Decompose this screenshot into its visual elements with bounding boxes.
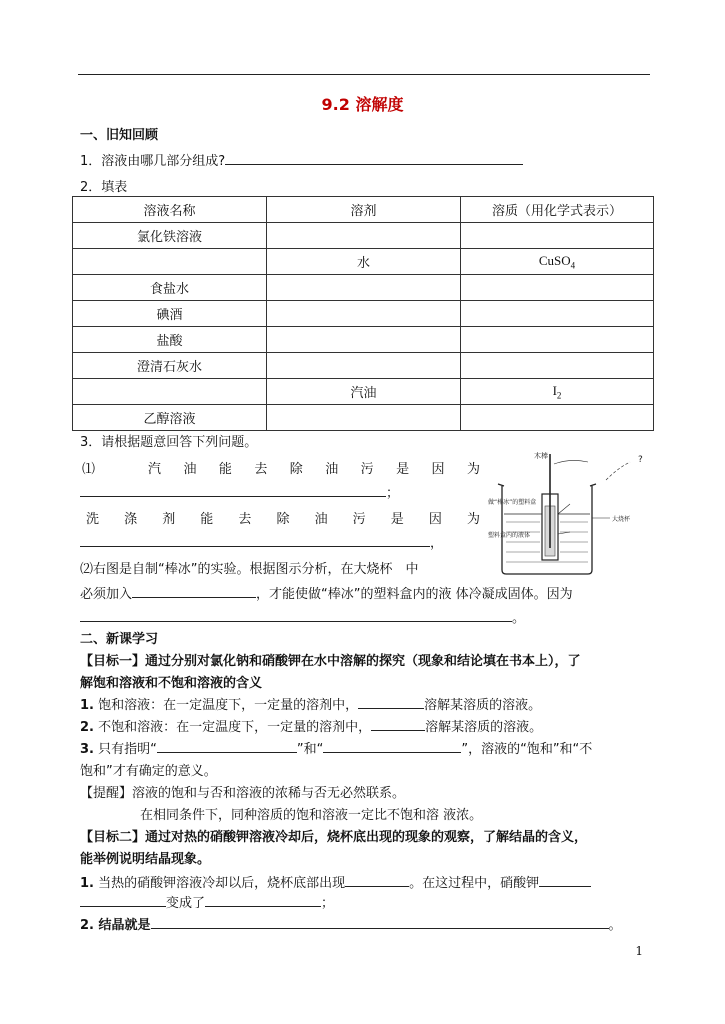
answer-blank[interactable] <box>80 484 386 497</box>
table-cell[interactable] <box>267 301 461 327</box>
condition-line1: 3. 只有指明“ ”和“ ”，溶液的“饱和”和“不 <box>80 742 593 757</box>
table-row <box>73 275 654 301</box>
section-heading-review: 一、旧知回顾 <box>80 128 159 143</box>
table-cell[interactable] <box>267 275 461 301</box>
crystallization-definition: 2. 结晶就是 。 <box>80 918 622 933</box>
header-solute: 溶质（用化学式表示） <box>461 197 654 223</box>
page-number: 1 <box>635 944 643 958</box>
question-3-2: ⑵右图是自制“棒冰”的实验。根据图示分析，在大烧杯 中 <box>80 562 419 577</box>
unsaturated-definition: 2. 不饱和溶液：在一定温度下，一定量的溶剂中， 溶解某溶质的溶液。 <box>80 720 543 735</box>
section-heading-new-lesson: 二、新课学习 <box>80 632 159 647</box>
table-cell: 乙醇溶液 <box>73 405 267 431</box>
answer-blank[interactable] <box>371 718 425 731</box>
tip-line1: 【提醒】溶液的饱和与否和溶液的浓稀与否无必然联系。 <box>80 786 406 801</box>
answer-blank[interactable] <box>80 534 430 547</box>
answer-blank[interactable] <box>323 740 461 753</box>
table-cell: 澄清石灰水 <box>73 353 267 379</box>
answer-blank[interactable] <box>345 874 409 887</box>
table-row <box>73 301 654 327</box>
answer-line-3-1: ； <box>80 482 399 501</box>
question-2: 2．填表 <box>80 180 128 195</box>
formula-cuso4: CuSO$_4$ <box>538 252 576 271</box>
table-cell[interactable] <box>267 223 461 249</box>
label-box-liquid: 塑料盒内的液体 <box>488 532 531 539</box>
question-3-1b-text: 洗 涤 剂 能 去 除 油 污 是 因 为 <box>86 512 480 527</box>
crystallization-q1-line2: 变成了 ； <box>80 892 334 911</box>
header-solvent: 溶剂 <box>267 197 461 223</box>
question-3-2-line2: 必须加入 ，才能使做“棒冰”的塑料盒内的液 体冷凝成固体。因为 <box>80 587 573 602</box>
solution-table <box>72 196 654 431</box>
page-title: 9.2 溶解度 <box>321 95 404 114</box>
goal-2-line2: 能举例说明结晶现象。 <box>80 852 211 867</box>
table-cell[interactable] <box>267 353 461 379</box>
saturated-definition: 1. 饱和溶液：在一定温度下，一定量的溶剂中， 溶解某溶质的溶液。 <box>80 698 542 713</box>
table-header-row <box>73 197 654 223</box>
table-cell: 汽油 <box>267 379 461 405</box>
table-row <box>73 353 654 379</box>
crystallization-q1-line1: 1. 当热的硝酸钾溶液冷却以后，烧杯底部出现 。在这过程中，硝酸钾 <box>80 872 591 891</box>
table-cell[interactable] <box>267 327 461 353</box>
table-cell[interactable] <box>461 327 654 353</box>
table-cell[interactable] <box>461 405 654 431</box>
answer-blank[interactable] <box>358 696 424 709</box>
answer-blank[interactable] <box>151 916 609 929</box>
header-solution-name: 溶液名称 <box>73 197 267 223</box>
question-3-1-text: 汽 油 能 去 除 油 污 是 因 为 <box>148 462 480 477</box>
table-cell[interactable] <box>461 223 654 249</box>
answer-blank[interactable] <box>80 609 512 622</box>
question-3: 3．请根据题意回答下列问题。 <box>80 435 258 450</box>
answer-line-3-1b: ， <box>80 532 443 551</box>
table-cell[interactable] <box>73 379 267 405</box>
label-plastic-box: 做“棒冰”的塑料盒 <box>488 499 537 506</box>
table-cell[interactable] <box>267 405 461 431</box>
answer-blank[interactable] <box>157 740 297 753</box>
table-row <box>73 379 654 405</box>
table-cell[interactable] <box>73 249 267 275</box>
table-cell[interactable] <box>461 275 654 301</box>
table-cell: 食盐水 <box>73 275 267 301</box>
question-3-2-line3: 。 <box>80 607 525 626</box>
table-cell: 氯化铁溶液 <box>73 223 267 249</box>
goal-2-line1: 【目标二】通过对热的硝酸钾溶液冷却后，烧杯底出现的现象的观察，了解结晶的含义， <box>80 830 588 845</box>
question-3-1-number: ⑴ <box>82 462 96 477</box>
table-cell[interactable] <box>461 301 654 327</box>
goal-1-line1: 【目标一】通过分别对氯化钠和硝酸钾在水中溶解的探究（现象和结论填在书本上），了 <box>80 654 581 669</box>
table-row <box>73 249 654 275</box>
formula-i2: $I_2$ <box>552 382 562 401</box>
goal-1-line2: 解饱和溶液和不饱和溶液的含义 <box>80 676 263 691</box>
table-cell: 水 <box>267 249 461 275</box>
condition-line2: 饱和”才有确定的意义。 <box>80 764 217 779</box>
answer-blank[interactable] <box>225 152 523 165</box>
table-cell <box>461 249 654 275</box>
table-cell: 碘酒 <box>73 301 267 327</box>
tip-line2: 在相同条件下，同种溶质的饱和溶液一定比不饱和溶 液浓。 <box>140 808 483 823</box>
answer-blank[interactable] <box>539 874 591 887</box>
label-beaker: 大烧杯 <box>612 516 631 523</box>
table-row <box>73 327 654 353</box>
table-row <box>73 405 654 431</box>
table-cell: 盐酸 <box>73 327 267 353</box>
top-rule <box>78 74 650 75</box>
label-stick: 木棒 <box>534 452 548 460</box>
table-cell[interactable] <box>461 353 654 379</box>
answer-blank[interactable] <box>80 894 166 907</box>
table-row <box>73 223 654 249</box>
answer-blank[interactable] <box>132 585 256 598</box>
label-question-mark: ? <box>638 455 643 465</box>
ice-pop-experiment-figure <box>488 448 663 576</box>
question-1: 1．溶液由哪几部分组成? <box>80 150 523 169</box>
answer-blank[interactable] <box>205 894 321 907</box>
table-cell <box>461 379 654 405</box>
